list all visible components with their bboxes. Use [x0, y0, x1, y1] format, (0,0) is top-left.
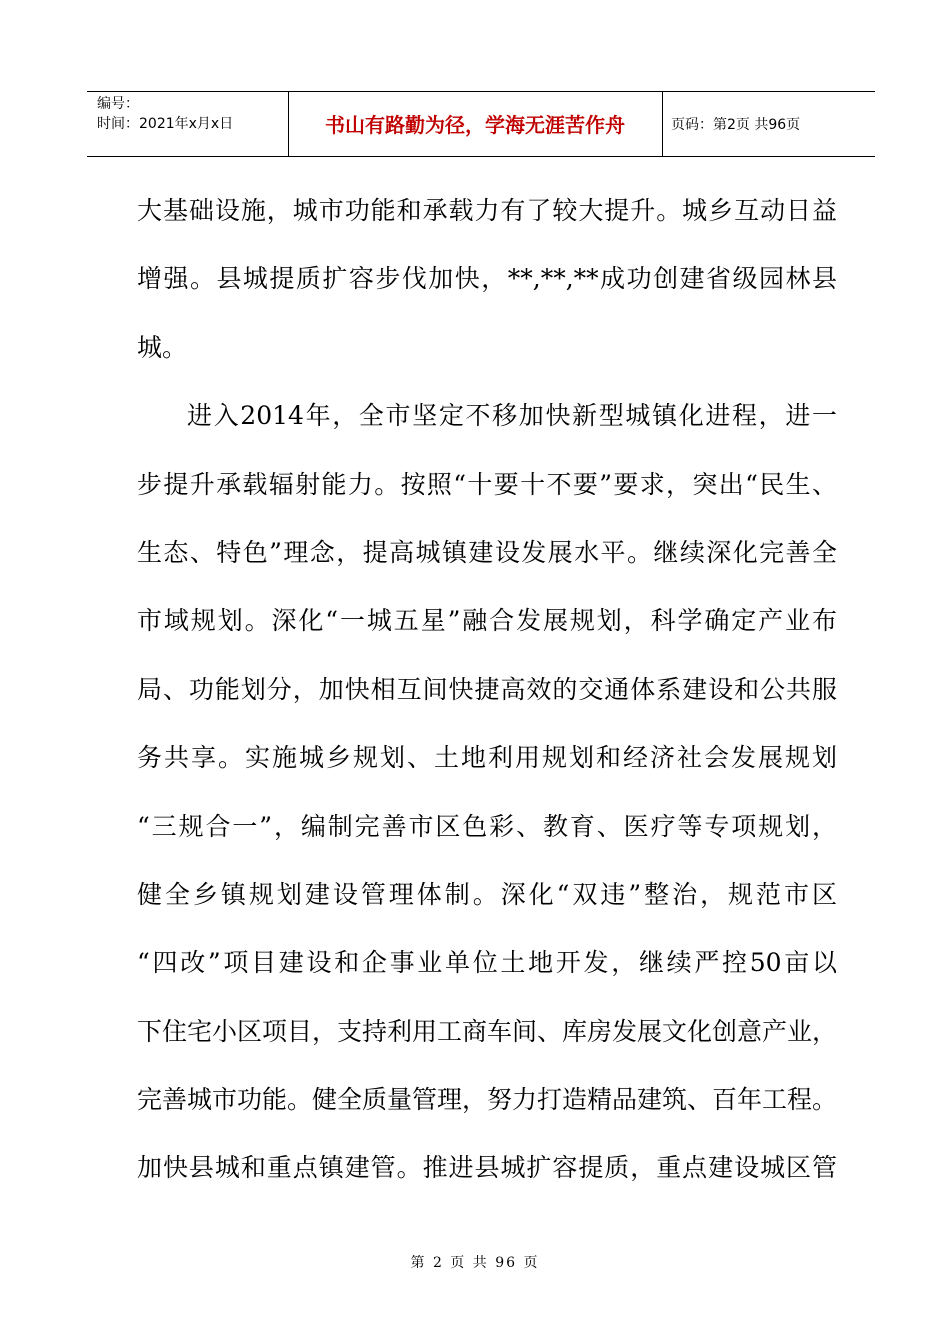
body-line: 步提升承载辐射能力。按照“十要十不要”要求，突出“民生、: [137, 469, 837, 499]
header-meta: [97, 94, 233, 134]
page-footer: 第 2 页 共 96 页: [410, 1255, 540, 1271]
body-line: 加快县城和重点镇建管。推进县城扩容提质，重点建设城区管: [137, 1153, 837, 1183]
body-line: 完善城市功能。健全质量管理，努力打造精品建筑、百年工程。: [137, 1085, 838, 1115]
document-number-label: 编号：: [97, 96, 139, 112]
body-line: 城。: [137, 332, 188, 362]
body-line: 进入2014年，全市坚定不移加快新型城镇化进程，进一: [187, 401, 837, 431]
header-divider: [662, 92, 663, 156]
body-line: 下住宅小区项目，支持利用工商车间、库房发展文化创意产业，: [137, 1016, 838, 1046]
body-line: 增强。县城提质扩容步伐加快，**,**,**成功创建省级园林县: [137, 264, 837, 294]
header-page-info: 页码：第2页 共96页: [671, 117, 801, 133]
body-line: “四改”项目建设和企事业单位土地开发，继续严控50亩以: [137, 948, 837, 978]
page-header: [87, 91, 875, 157]
body-line: 市域规划。深化“一城五星”融合发展规划，科学确定产业布: [137, 606, 837, 636]
body-line: 大基础设施，城市功能和承载力有了较大提升。城乡互动日益: [137, 196, 837, 225]
body-line: 务共享。实施城乡规划、土地利用规划和经济社会发展规划: [137, 743, 837, 773]
body-line: 健全乡镇规划建设管理体制。深化“双违”整治，规范市区: [137, 879, 837, 909]
body-line: 生态、特色”理念，提高城镇建设发展水平。继续深化完善全: [137, 537, 837, 567]
body-line: “三规合一”，编制完善市区色彩、教育、医疗等专项规划，: [137, 811, 837, 841]
header-motto: 书山有路勤为径，学海无涯苦作舟: [325, 113, 625, 137]
document-time-label: 时间：2021年x月x日: [97, 116, 234, 132]
body-line: 局、功能划分，加快相互间快捷高效的交通体系建设和公共服: [137, 674, 837, 704]
document-body: [137, 177, 837, 1203]
